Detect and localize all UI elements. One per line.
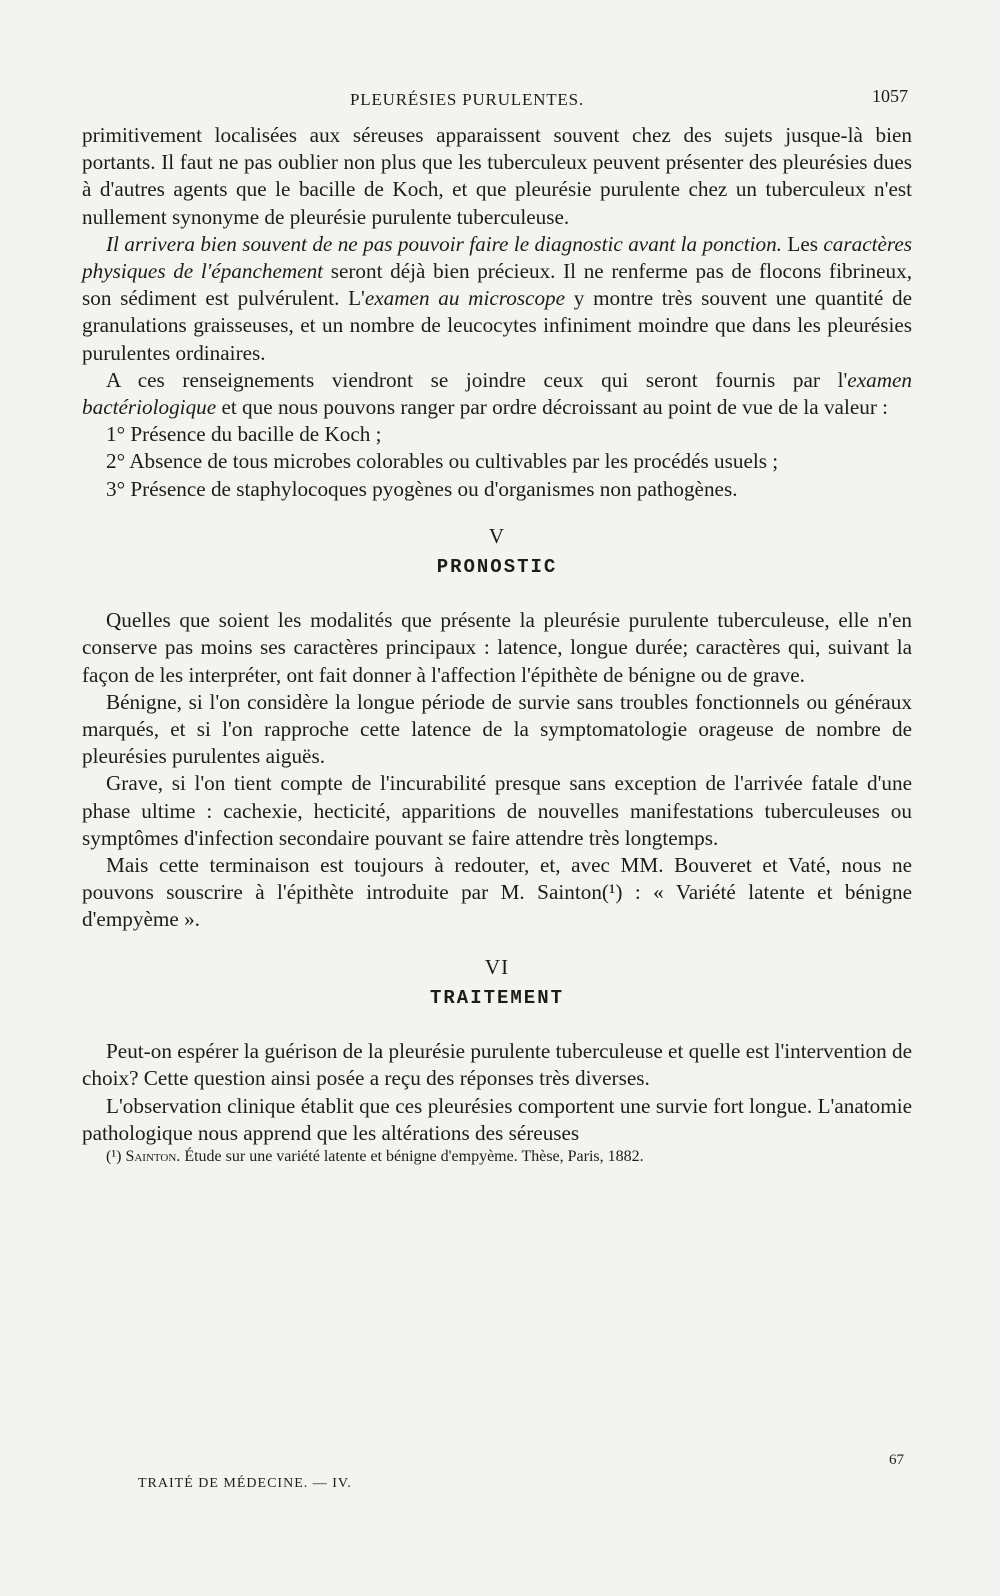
section-5-title: PRONOSTIC xyxy=(436,556,558,579)
running-title: PLEURÉSIES PURULENTES. xyxy=(350,90,584,109)
paragraph-2-italic-lead: Il arrivera bien souvent de ne pas pouvoir faire le diagnostic avant la ponction. xyxy=(106,231,782,256)
footnote xyxy=(82,1147,912,1167)
paragraph-8: Peut-on espérer la guérison de la pleurésie purulente tuberculeuse et quelle est l'intervention de choix? Cette question ainsi posée a reçu des réponses très diverses. xyxy=(82,1039,912,1091)
book-footer: TRAITÉ DE MÉDECINE. — IV. xyxy=(138,1476,352,1491)
paragraph-2 xyxy=(82,231,912,367)
signature-mark: 67 xyxy=(889,1452,904,1468)
paragraph-7: Mais cette terminaison est toujours à redouter, et, avec MM. Bouveret et Vaté, nous ne pouvons souscrire à l'épithète introduite par M. Sainton(¹) : « Variété latente et bénigne d'empyème ». xyxy=(82,853,912,932)
paragraph-5: Bénigne, si l'on considère la longue période de survie sans troubles fonctionnels ou généraux marqués, et si l'on rapproche cette latence de la symptomatologie orageuse de nombre de pleurésies purulentes aiguës. xyxy=(82,689,912,769)
running-header xyxy=(82,86,912,116)
paragraph-9: L'observation clinique établit que ces pleurésies comportent une survie fort longue. L'anatomie pathologique nous apprend que les altérations des séreuses xyxy=(82,1093,912,1145)
paragraph-1: primitivement localisées aux séreuses apparaissent souvent chez des sujets jusque-là bien portants. Il faut ne pas oublier non plus que les tuberculeux peuvent présenter des pleurésies dues à d'autres agents que le bacille de Koch, et que pleurésie purulente chez un tuberculeux n'est nullement synonyme de pleurésie purulente tuberculeuse. xyxy=(82,123,912,229)
section-6-number: VI xyxy=(484,954,510,979)
footnote-marker: (¹) xyxy=(106,1147,126,1165)
paragraph-3-italic: examen bactériologique xyxy=(82,367,912,420)
page-content xyxy=(82,122,912,1167)
page-number: 1057 xyxy=(872,86,908,106)
paragraph-3 xyxy=(82,367,912,421)
paragraph-2-text-c: y montre très souvent une quantité de granulations graisseuses, et un nombre de leucocytes infiniment moindre que dans les pleurésies purulentes ordinaires. xyxy=(82,286,912,365)
section-6-title: TRAITEMENT xyxy=(429,986,565,1009)
paragraph-6: Grave, si l'on tient compte de l'incurabilité presque sans exception de l'arrivée fatale d'une phase ultime : cachexie, hecticité, apparitions de nouvelles manifestations tuberculeuses ou symptômes d'infection secondaire pouvant se faire attendre très longtemps. xyxy=(82,771,912,850)
paragraph-4: Quelles que soient les modalités que présente la pleurésie purulente tuberculeuse, elle n'en conserve pas moins ses caractères principaux : latence, longue durée; caractères qui, suivant la façon de les interpréter, ont fait donner à l'affection l'épithète de bénigne ou de grave. xyxy=(82,608,912,687)
paragraph-2-italic-microscope: examen au microscope xyxy=(364,286,566,311)
paragraph-2-italic-physical: caractères physiques de l'épanchement xyxy=(82,231,912,284)
list-item-2: 2° Absence de tous microbes colorables ou cultivables par les procédés usuels ; xyxy=(106,449,779,474)
section-5-number: V xyxy=(488,523,506,548)
footnote-author: Sainton. xyxy=(125,1147,181,1165)
paragraph-3-text-b: et que nous pouvons ranger par ordre décroissant au point de vue de la valeur : xyxy=(216,395,889,420)
list-item-3: 3° Présence de staphylocoques pyogènes ou d'organismes non pathogènes. xyxy=(106,476,738,501)
list-item-1: 1° Présence du bacille de Koch ; xyxy=(106,422,382,447)
paragraph-2-text-a: Les xyxy=(781,231,824,256)
paragraph-2-text-b: seront déjà bien précieux. Il ne renferme pas de flocons fibrineux, son sédiment est pulvérulent. L' xyxy=(82,259,912,311)
paragraph-3-text-a: A ces renseignements viendront se joindre ceux qui seront fournis par l' xyxy=(106,367,848,392)
footnote-text: Étude sur une variété latente et bénigne d'empyème. Thèse, Paris, 1882. xyxy=(180,1147,644,1165)
